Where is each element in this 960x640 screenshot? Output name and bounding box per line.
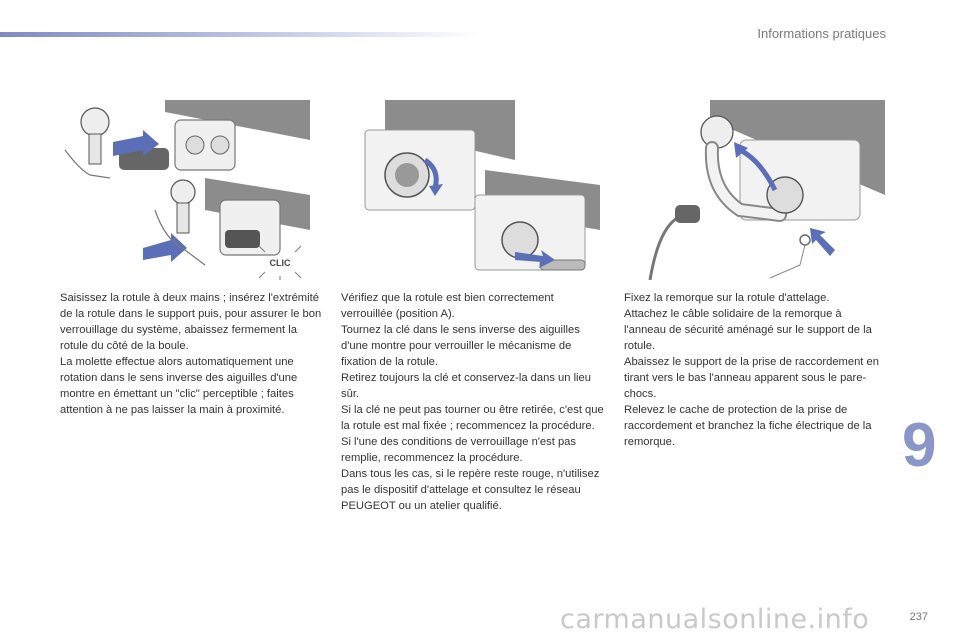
header-accent-bar bbox=[0, 32, 480, 37]
page-number: 237 bbox=[909, 611, 928, 623]
column-1-paragraph: Saisissez la rotule à deux mains ; insérez l'extrémité de la rotule dans le support puis, pour assurer le bon verrouillage du système, abaissez fermement la rotule du côté de la boule. bbox=[60, 292, 322, 352]
illustration-insert-tow-ball bbox=[55, 100, 310, 280]
watermark: carmanualsonline.info bbox=[560, 604, 870, 635]
column-2-paragraph: Si l'une des conditions de verrouillage n'est pas remplie, recommencez la procédure. bbox=[341, 436, 577, 464]
column-3-text bbox=[624, 290, 880, 450]
column-3-paragraph: Fixez la remorque sur la rotule d'attelage. bbox=[624, 292, 830, 304]
column-2-paragraph: Vérifiez que la rotule est bien correctement verrouillée (position A). bbox=[341, 292, 554, 320]
section-title: Informations pratiques bbox=[757, 26, 886, 41]
illustration-attach-trailer bbox=[640, 100, 890, 280]
column-2-paragraph: Si la clé ne peut pas tourner ou être retirée, c'est que la rotule est mal fixée ; recommencez la procédure. bbox=[341, 404, 604, 432]
clic-label: CLIC bbox=[269, 258, 291, 268]
chapter-number: 9 bbox=[902, 411, 937, 480]
column-3-paragraph: Relevez le cache de protection de la prise de raccordement et branchez la fiche électrique de la remorque. bbox=[624, 404, 872, 448]
column-2-text bbox=[341, 290, 607, 514]
column-2-paragraph: Tournez la clé dans le sens inverse des aiguilles d'une montre pour verrouiller le mécanisme de fixation de la rotule. bbox=[341, 324, 580, 368]
illustration-lock-key bbox=[345, 100, 600, 280]
column-1-paragraph: La molette effectue alors automatiquement une rotation dans le sens inverse des aiguilles d'une montre en émettant un "clic" perceptible ; faites attention à ne pas laisser la main à proximité. bbox=[60, 356, 298, 416]
column-2-paragraph: Dans tous les cas, si le repère reste rouge, n'utilisez pas le dispositif d'attelage et consultez le réseau PEUGEOT ou un atelier qualifié. bbox=[341, 468, 600, 512]
column-3-paragraph: Attachez le câble solidaire de la remorque à l'anneau de sécurité aménagé sur le support de la rotule. bbox=[624, 308, 872, 352]
column-3-paragraph: Abaissez le support de la prise de raccordement en tirant vers le bas l'anneau apparent sous le pare-chocs. bbox=[624, 356, 879, 400]
column-2-paragraph: Retirez toujours la clé et conservez-la dans un lieu sûr. bbox=[341, 372, 591, 400]
column-1-text bbox=[60, 290, 322, 418]
